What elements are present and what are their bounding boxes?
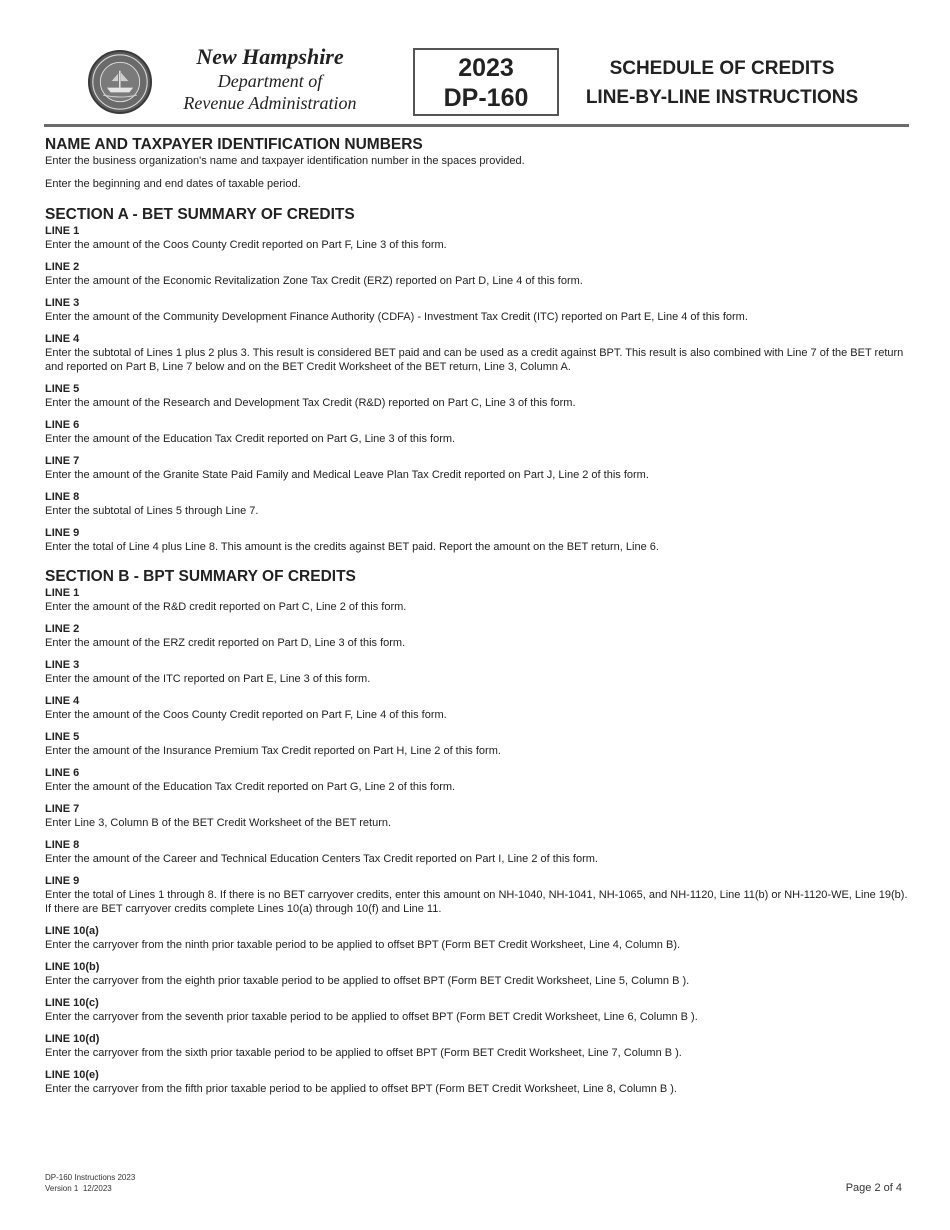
line-label: LINE 9 xyxy=(45,875,80,887)
line-item xyxy=(45,296,910,324)
page-title xyxy=(578,54,866,112)
instructions-body xyxy=(45,136,910,1104)
line-instruction: Enter the subtotal of Lines 1 plus 2 plus 3. This result is considered BET paid and can be used as a credit against BPT. This result is also combined with Line 7 of the BET return and reported on Part B, Line 7 below and on the BET Credit Worksheet of the BET return, Line 3, Column A. xyxy=(45,347,904,373)
line-item xyxy=(45,924,910,952)
line-item xyxy=(45,1032,910,1060)
state-name: New Hampshire xyxy=(196,44,344,69)
line-label: LINE 2 xyxy=(45,623,80,635)
line-label: LINE 1 xyxy=(45,225,80,237)
line-instruction: Enter the total of Lines 1 through 8. If there is no BET carryover credits, enter this amount on NH-1040, NH-1041, NH-1065, and NH-1120, Line 11(b) or NH-1120-WE, Line 19(b). If there are BET carryover credits complete Lines 10(a) through 10(f) and Line 11. xyxy=(45,889,908,915)
line-item xyxy=(45,960,910,988)
line-label: LINE 7 xyxy=(45,455,80,467)
title-line-1: SCHEDULE OF CREDITS xyxy=(609,58,835,79)
line-instruction: Enter the amount of the R&D credit reported on Part C, Line 2 of this form. xyxy=(45,601,407,613)
line-label: LINE 5 xyxy=(45,731,80,743)
footer-doc-name: DP-160 Instructions 2023 xyxy=(45,1173,136,1182)
line-label: LINE 3 xyxy=(45,297,80,309)
form-id-box xyxy=(413,48,559,116)
section-a-lines xyxy=(45,224,910,554)
name-section xyxy=(45,136,910,191)
line-label: LINE 10(a) xyxy=(45,925,99,937)
title-line-2: LINE-BY-LINE INSTRUCTIONS xyxy=(585,87,859,108)
line-instruction: Enter the carryover from the eighth prior taxable period to be applied to offset BPT (Form BET Credit Worksheet, Line 5, Column B ). xyxy=(45,975,690,987)
line-label: LINE 9 xyxy=(45,527,80,539)
department-line-1: Department of xyxy=(217,71,323,91)
section-a-title: SECTION A - BET SUMMARY OF CREDITS xyxy=(45,206,355,223)
agency-name xyxy=(160,44,380,114)
line-item xyxy=(45,766,910,794)
footer-doc-info xyxy=(45,1172,135,1194)
header-divider xyxy=(44,124,909,127)
line-instruction: Enter the amount of the Education Tax Credit reported on Part G, Line 3 of this form. xyxy=(45,433,456,445)
line-instruction: Enter the amount of the Economic Revitalization Zone Tax Credit (ERZ) reported on Part D, Line 4 of this form. xyxy=(45,275,583,287)
line-item xyxy=(45,382,910,410)
section-a xyxy=(45,206,910,554)
section-b-title: SECTION B - BPT SUMMARY OF CREDITS xyxy=(45,568,356,585)
line-item xyxy=(45,996,910,1024)
line-label: LINE 4 xyxy=(45,695,80,707)
line-label: LINE 6 xyxy=(45,419,80,431)
line-item xyxy=(45,332,910,374)
line-item xyxy=(45,838,910,866)
line-item xyxy=(45,802,910,830)
line-instruction: Enter the amount of the Insurance Premium Tax Credit reported on Part H, Line 2 of this form. xyxy=(45,745,501,757)
line-item xyxy=(45,586,910,614)
line-item xyxy=(45,224,910,252)
line-label: LINE 2 xyxy=(45,261,80,273)
line-label: LINE 6 xyxy=(45,767,80,779)
line-label: LINE 10(d) xyxy=(45,1033,100,1045)
department-line-2: Revenue Administration xyxy=(183,93,357,113)
footer-version-date: 12/2023 xyxy=(82,1184,112,1193)
form-number: DP-160 xyxy=(443,84,529,112)
line-item xyxy=(45,490,910,518)
line-label: LINE 10(b) xyxy=(45,961,100,973)
line-instruction: Enter the total of Line 4 plus Line 8. This amount is the credits against BET paid. Report the amount on the BET return, Line 6. xyxy=(45,541,659,553)
line-label: LINE 1 xyxy=(45,587,80,599)
line-item xyxy=(45,454,910,482)
line-label: LINE 5 xyxy=(45,383,80,395)
line-instruction: Enter the carryover from the fifth prior taxable period to be applied to offset BPT (Form BET Credit Worksheet, Line 8, Column B ). xyxy=(45,1083,677,1095)
line-item xyxy=(45,658,910,686)
name-section-title: NAME AND TAXPAYER IDENTIFICATION NUMBERS xyxy=(45,136,423,153)
line-label: LINE 10(c) xyxy=(45,997,99,1009)
line-item xyxy=(45,1068,910,1096)
footer-version: Version 1 xyxy=(45,1184,79,1193)
line-item xyxy=(45,418,910,446)
line-instruction: Enter the carryover from the sixth prior taxable period to be applied to offset BPT (Form BET Credit Worksheet, Line 7, Column B ). xyxy=(45,1047,682,1059)
line-instruction: Enter the amount of the Coos County Credit reported on Part F, Line 4 of this form. xyxy=(45,709,447,721)
line-label: LINE 8 xyxy=(45,839,80,851)
line-label: LINE 7 xyxy=(45,803,80,815)
line-instruction: Enter the subtotal of Lines 5 through Line 7. xyxy=(45,505,259,517)
line-item xyxy=(45,526,910,554)
line-label: LINE 8 xyxy=(45,491,80,503)
line-label: LINE 3 xyxy=(45,659,80,671)
line-instruction: Enter Line 3, Column B of the BET Credit Worksheet of the BET return. xyxy=(45,817,392,829)
nh-state-seal-icon xyxy=(88,50,152,114)
line-label: LINE 10(e) xyxy=(45,1069,99,1081)
line-item xyxy=(45,874,910,916)
name-section-paragraph-2: Enter the beginning and end dates of taxable period. xyxy=(45,178,301,190)
line-label: LINE 4 xyxy=(45,333,80,345)
page-header xyxy=(0,0,950,128)
line-instruction: Enter the amount of the Granite State Paid Family and Medical Leave Plan Tax Credit reported on Part J, Line 2 of this form. xyxy=(45,469,649,481)
form-year: 2023 xyxy=(458,54,514,82)
line-instruction: Enter the amount of the Education Tax Credit reported on Part G, Line 2 of this form. xyxy=(45,781,456,793)
page-number: Page 2 of 4 xyxy=(845,1182,902,1194)
line-item xyxy=(45,622,910,650)
line-instruction: Enter the amount of the Coos County Credit reported on Part F, Line 3 of this form. xyxy=(45,239,447,251)
line-item xyxy=(45,694,910,722)
line-instruction: Enter the amount of the Career and Technical Education Centers Tax Credit reported on Part I, Line 2 of this form. xyxy=(45,853,598,865)
line-instruction: Enter the carryover from the seventh prior taxable period to be applied to offset BPT (Form BET Credit Worksheet, Line 6, Column B ). xyxy=(45,1011,698,1023)
section-b-lines xyxy=(45,586,910,1096)
line-instruction: Enter the amount of the Community Development Finance Authority (CDFA) - Investment Tax Credit (ITC) reported on Part E, Line 4 of this form. xyxy=(45,311,748,323)
section-b xyxy=(45,568,910,1096)
name-section-paragraph-1: Enter the business organization's name and taxpayer identification number in the spaces provided. xyxy=(45,155,525,167)
line-instruction: Enter the amount of the Research and Development Tax Credit (R&D) reported on Part C, Line 3 of this form. xyxy=(45,397,576,409)
line-instruction: Enter the carryover from the ninth prior taxable period to be applied to offset BPT (Form BET Credit Worksheet, Line 4, Column B). xyxy=(45,939,681,951)
line-instruction: Enter the amount of the ERZ credit reported on Part D, Line 3 of this form. xyxy=(45,637,406,649)
line-item xyxy=(45,730,910,758)
line-item xyxy=(45,260,910,288)
line-instruction: Enter the amount of the ITC reported on Part E, Line 3 of this form. xyxy=(45,673,371,685)
